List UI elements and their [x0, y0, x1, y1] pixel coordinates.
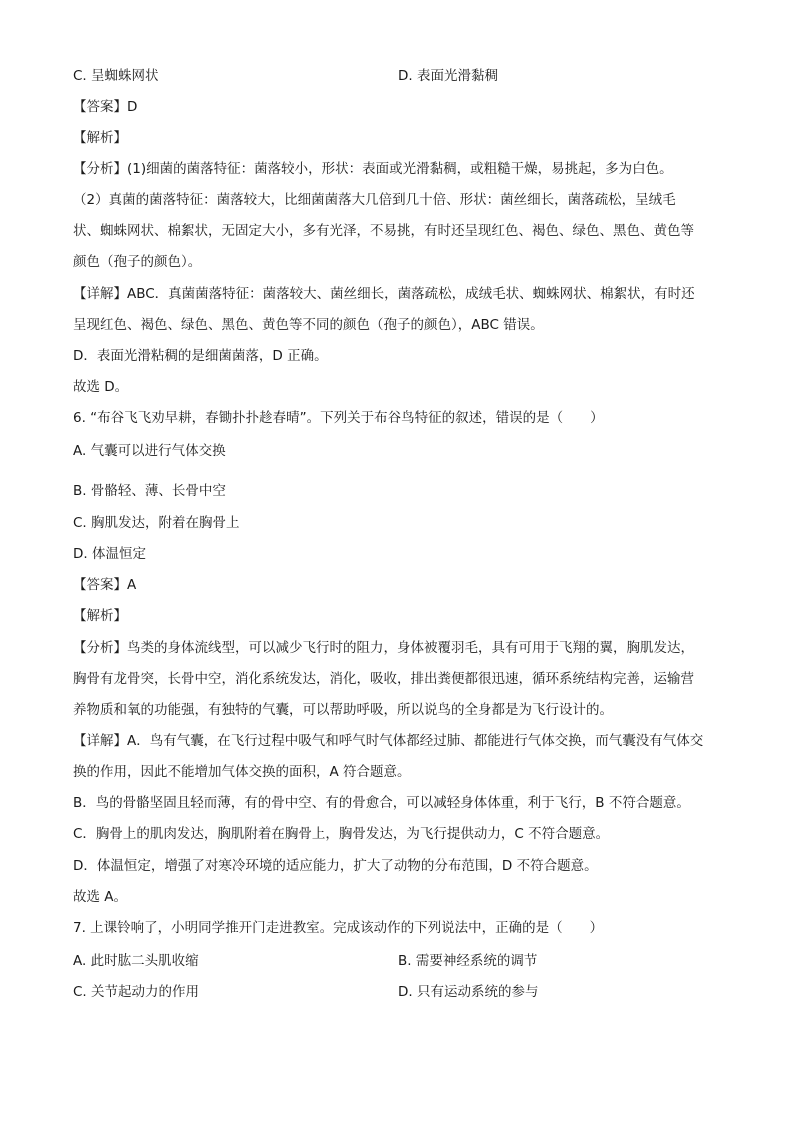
q6-option-a: A. 气囊可以进行气体交换 — [73, 443, 226, 459]
q5-detail-line-2: 呈现红色、褐色、绿色、黑色、黄色等不同的颜色（孢子的颜色），ABC 错误。 — [73, 317, 544, 333]
q5-conclusion: 故选 D。 — [73, 379, 129, 395]
q6-detail-line-3: B．鸟的骨骼坚固且轻而薄，有的骨中空、有的骨愈合，可以减轻身体体重，利于飞行，B 不符合题意。 — [73, 795, 690, 811]
q7-option-a: A. 此时肱二头肌收缩 — [73, 953, 199, 969]
q5-analysis-line-1: 【分析】(1)细菌的菌落特征：菌落较小，形状：表面或光滑黏稠，或粗糙干燥，易挑起，多为白色。 — [73, 161, 673, 177]
q5-detail-line-3: D．表面光滑粘稠的是细菌菌落，D 正确。 — [73, 348, 328, 364]
q6-answer: 【答案】A — [73, 577, 137, 593]
q6-option-c: C. 胸肌发达，附着在胸骨上 — [73, 515, 240, 531]
q6-detail-line-5: D．体温恒定，增强了对寒冷环境的适应能力，扩大了动物的分布范围，D 不符合题意。 — [73, 858, 598, 874]
q5-option-d: D. 表面光滑黏稠 — [398, 68, 498, 84]
q7-stem: 7. 上课铃响了，小明同学推开门走进教室。完成该动作的下列说法中，正确的是（ ） — [73, 920, 604, 936]
q6-detail-line-1: 【详解】A．鸟有气囊，在飞行过程中吸气和呼气时气体都经过肺、都能进行气体交换，而气囊没有气体交 — [73, 733, 704, 749]
q7-option-c: C. 关节起动力的作用 — [73, 984, 200, 1000]
q6-analysis-line-3: 养物质和氧的功能强，有独特的气囊，可以帮助呼吸，所以说鸟的全身都是为飞行设计的。 — [73, 702, 613, 718]
q5-option-c: C. 呈蜘蛛网状 — [73, 68, 159, 84]
q6-conclusion: 故选 A。 — [73, 889, 128, 905]
q5-detail-line-1: 【详解】ABC．真菌菌落特征：菌落较大、菌丝细长，菌落疏松，成绒毛状、蜘蛛网状、棉絮状，有时还 — [73, 286, 695, 302]
q5-answer: 【答案】D — [73, 99, 138, 115]
q5-analysis-line-2: （2）真菌的菌落特征：菌落较大，比细菌菌落大几倍到几十倍、形状：菌丝细长，菌落疏松，呈绒毛 — [73, 192, 676, 208]
q5-analysis-heading: 【解析】 — [73, 130, 127, 146]
q5-analysis-line-3: 状、蜘蛛网状、棉絮状，无固定大小，多有光泽，不易挑，有时还呈现红色、褐色、绿色、黑色、黄色等 — [73, 223, 694, 239]
q7-option-b: B. 需要神经系统的调节 — [398, 953, 538, 969]
q6-analysis-line-2: 胸骨有龙骨突，长骨中空，消化系统发达，消化，吸收，排出粪便都很迅速，循环系统结构完善，运输营 — [73, 671, 694, 687]
q6-detail-line-2: 换的作用，因此不能增加气体交换的面积，A 符合题意。 — [73, 764, 411, 780]
q6-analysis-line-1: 【分析】鸟类的身体流线型，可以减少飞行时的阻力，身体被覆羽毛，具有可用于飞翔的翼，胸肌发达， — [73, 640, 694, 656]
q5-analysis-line-4: 颜色（孢子的颜色）。 — [73, 254, 202, 270]
q6-stem: 6. “布谷飞飞劝早耕，春锄扑扑趁春晴”。下列关于布谷鸟特征的叙述，错误的是（ ） — [73, 410, 604, 426]
q7-option-d: D. 只有运动系统的参与 — [398, 984, 539, 1000]
q6-analysis-heading: 【解析】 — [73, 608, 127, 624]
q6-option-b: B. 骨骼轻、薄、长骨中空 — [73, 483, 226, 499]
q6-detail-line-4: C．胸骨上的肌肉发达，胸肌附着在胸骨上，胸骨发达，为飞行提供动力，C 不符合题意。 — [73, 826, 610, 842]
q6-option-d: D. 体温恒定 — [73, 546, 146, 562]
